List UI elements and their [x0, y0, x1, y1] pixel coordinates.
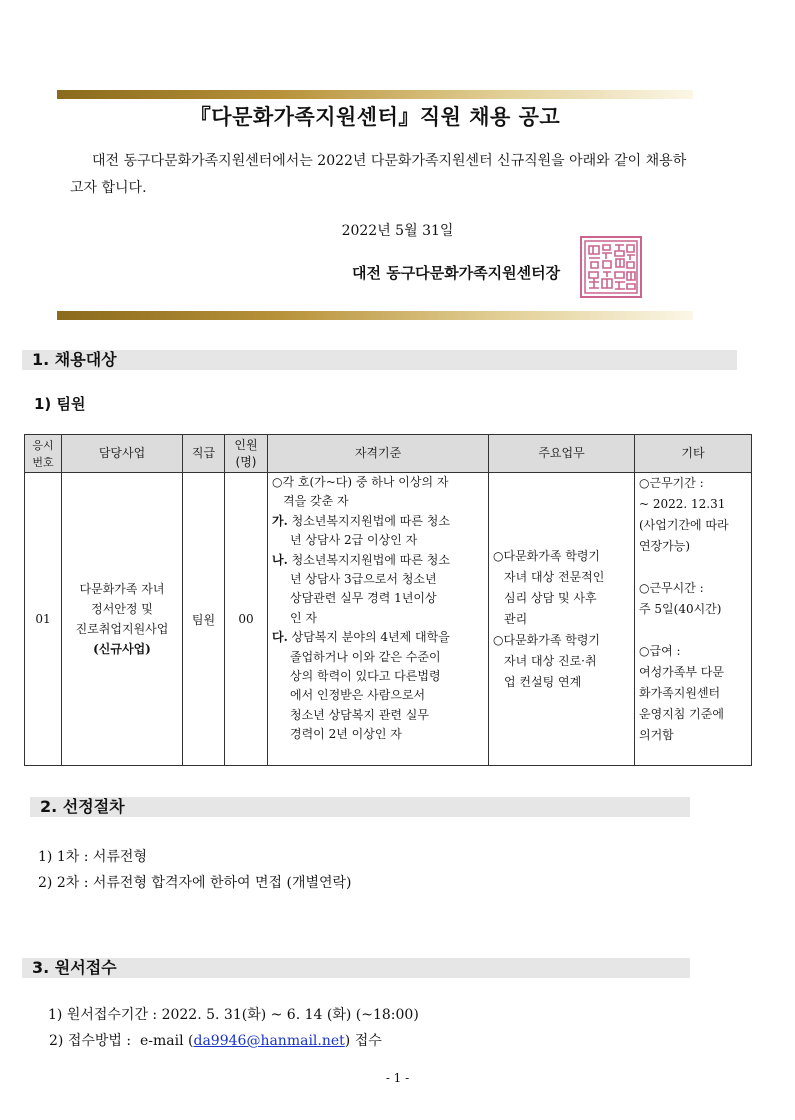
cell-rank: 팀원	[183, 473, 225, 766]
business-line: 다문화가족 자녀	[79, 582, 165, 596]
list-item: 1) 1차 : 서류전형	[38, 849, 147, 865]
duty-line: 자녀 대상 진로·취	[504, 653, 597, 668]
cell-count: 00	[225, 473, 268, 766]
cell-misc	[635, 473, 752, 766]
email-link[interactable]: da9946@hanmail.net	[193, 1033, 345, 1049]
misc-line: 화가족지원센터	[639, 686, 721, 700]
official-seal-icon	[580, 236, 642, 298]
cell-number: 01	[25, 473, 62, 766]
misc-line: 연장가능)	[639, 539, 691, 553]
qualification-line: 격을 갖춘 자	[283, 494, 349, 509]
intro-paragraph: 대전 동구다문화가족지원센터에서는 2022년 다문화가족지원센터 신규직원을 아래와 같이 채용하고자 합니다.	[70, 153, 687, 196]
section-heading-application: 3. 원서접수	[22, 958, 690, 978]
method-prefix: 2) 접수방법 : e-mail (	[49, 1033, 194, 1049]
qualification-line: 상담관련 실무 경력 1년이상	[290, 591, 437, 606]
qualification-line: 청소년복지지원법에 따른 청소	[291, 552, 450, 567]
application-list	[48, 1002, 419, 1054]
cell-business	[62, 473, 183, 766]
col-header-number: 응시 번호	[25, 435, 62, 473]
cell-qualifications	[268, 473, 489, 766]
col-header-qualifications: 자격기준	[268, 435, 489, 473]
duty-line: 관리	[504, 611, 528, 626]
col-header-business: 담당사업	[62, 435, 183, 473]
duty-line: 자녀 대상 전문적인	[504, 569, 605, 584]
col-header-rank: 직급	[183, 435, 225, 473]
col-header-misc: 기타	[635, 435, 752, 473]
misc-line: 여성가족부 다문	[639, 665, 724, 679]
misc-line: ~ 2022. 12.31	[639, 497, 726, 511]
subheading-team-member: 1) 팀원	[34, 395, 86, 413]
selection-process-list	[38, 844, 352, 896]
duty-line: ○다문화가족 학령기	[493, 632, 601, 647]
cell-duties	[489, 473, 635, 766]
misc-line: 운영지침 기준에	[639, 707, 724, 721]
misc-line: ○근무시간 :	[639, 581, 704, 595]
misc-line: ○급여 :	[639, 644, 681, 658]
business-line: 진로취업지원사업	[75, 622, 169, 636]
method-suffix: ) 접수	[344, 1033, 382, 1049]
bottom-gold-bar	[57, 311, 693, 320]
announcement-date: 2022년 5월 31일	[341, 223, 454, 239]
page-number: - 1 -	[385, 1071, 410, 1085]
page-title: 『다문화가족지원센터』직원 채용 공고	[189, 105, 561, 129]
business-new-label: (신규사업)	[93, 642, 151, 656]
application-method	[48, 1028, 419, 1054]
qualification-line: 인 자	[290, 610, 317, 625]
misc-line: (사업기간에 따라	[639, 518, 729, 532]
duty-line: ○다문화가족 학령기	[493, 548, 601, 563]
list-item: 2) 2차 : 서류전형 합격자에 한하여 면접 (개별연락)	[38, 875, 352, 891]
col-header-duties: 주요업무	[489, 435, 635, 473]
misc-line: 의거함	[639, 728, 674, 742]
business-line: 정서안정 및	[91, 602, 153, 616]
application-period: 1) 원서접수기간 : 2022. 5. 31(화) ~ 6. 14 (화) (~18:00)	[48, 1007, 419, 1023]
qualification-line: 청소년 상담복지 관련 실무	[290, 707, 429, 722]
misc-line: ○근무기간 :	[639, 476, 704, 490]
qualification-line: 에서 인정받은 사람으로서	[290, 688, 426, 703]
qualification-line: 경력이 2년 이상인 자	[290, 727, 402, 742]
qualification-line: ○각 호(가~다) 중 하나 이상의 자	[272, 475, 449, 489]
qualification-marker: 가.	[272, 513, 288, 528]
qualification-line: 년 상담사 2급 이상인 자	[290, 533, 418, 548]
table-header-row	[25, 435, 752, 473]
qualification-line: 상담복지 분야의 4년제 대학을	[291, 630, 450, 645]
organization-signature: 대전 동구다문화가족지원센터장	[352, 264, 561, 282]
qualification-line: 상의 학력이 있다고 다른법령	[290, 669, 441, 684]
section-heading-recruitment-target: 1. 채용대상	[22, 350, 737, 370]
section-heading-selection-process: 2. 선정절차	[30, 797, 690, 817]
qualification-line: 년 상담사 3급으로서 청소년	[290, 572, 437, 587]
qualification-marker: 다.	[272, 630, 288, 645]
duty-line: 심리 상담 및 사후	[504, 590, 597, 605]
qualification-line: 청소년복지지원법에 따른 청소	[291, 513, 450, 528]
col-header-count: 인원 (명)	[225, 435, 268, 473]
qualification-line: 졸업하거나 이와 같은 수준이	[290, 649, 441, 664]
top-gold-bar	[57, 90, 693, 99]
qualification-marker: 나.	[272, 552, 288, 567]
misc-line: 주 5일(40시간)	[639, 602, 722, 616]
recruitment-table	[24, 434, 752, 766]
table-row	[25, 473, 752, 766]
duty-line: 업 컨설팅 연계	[504, 674, 582, 689]
